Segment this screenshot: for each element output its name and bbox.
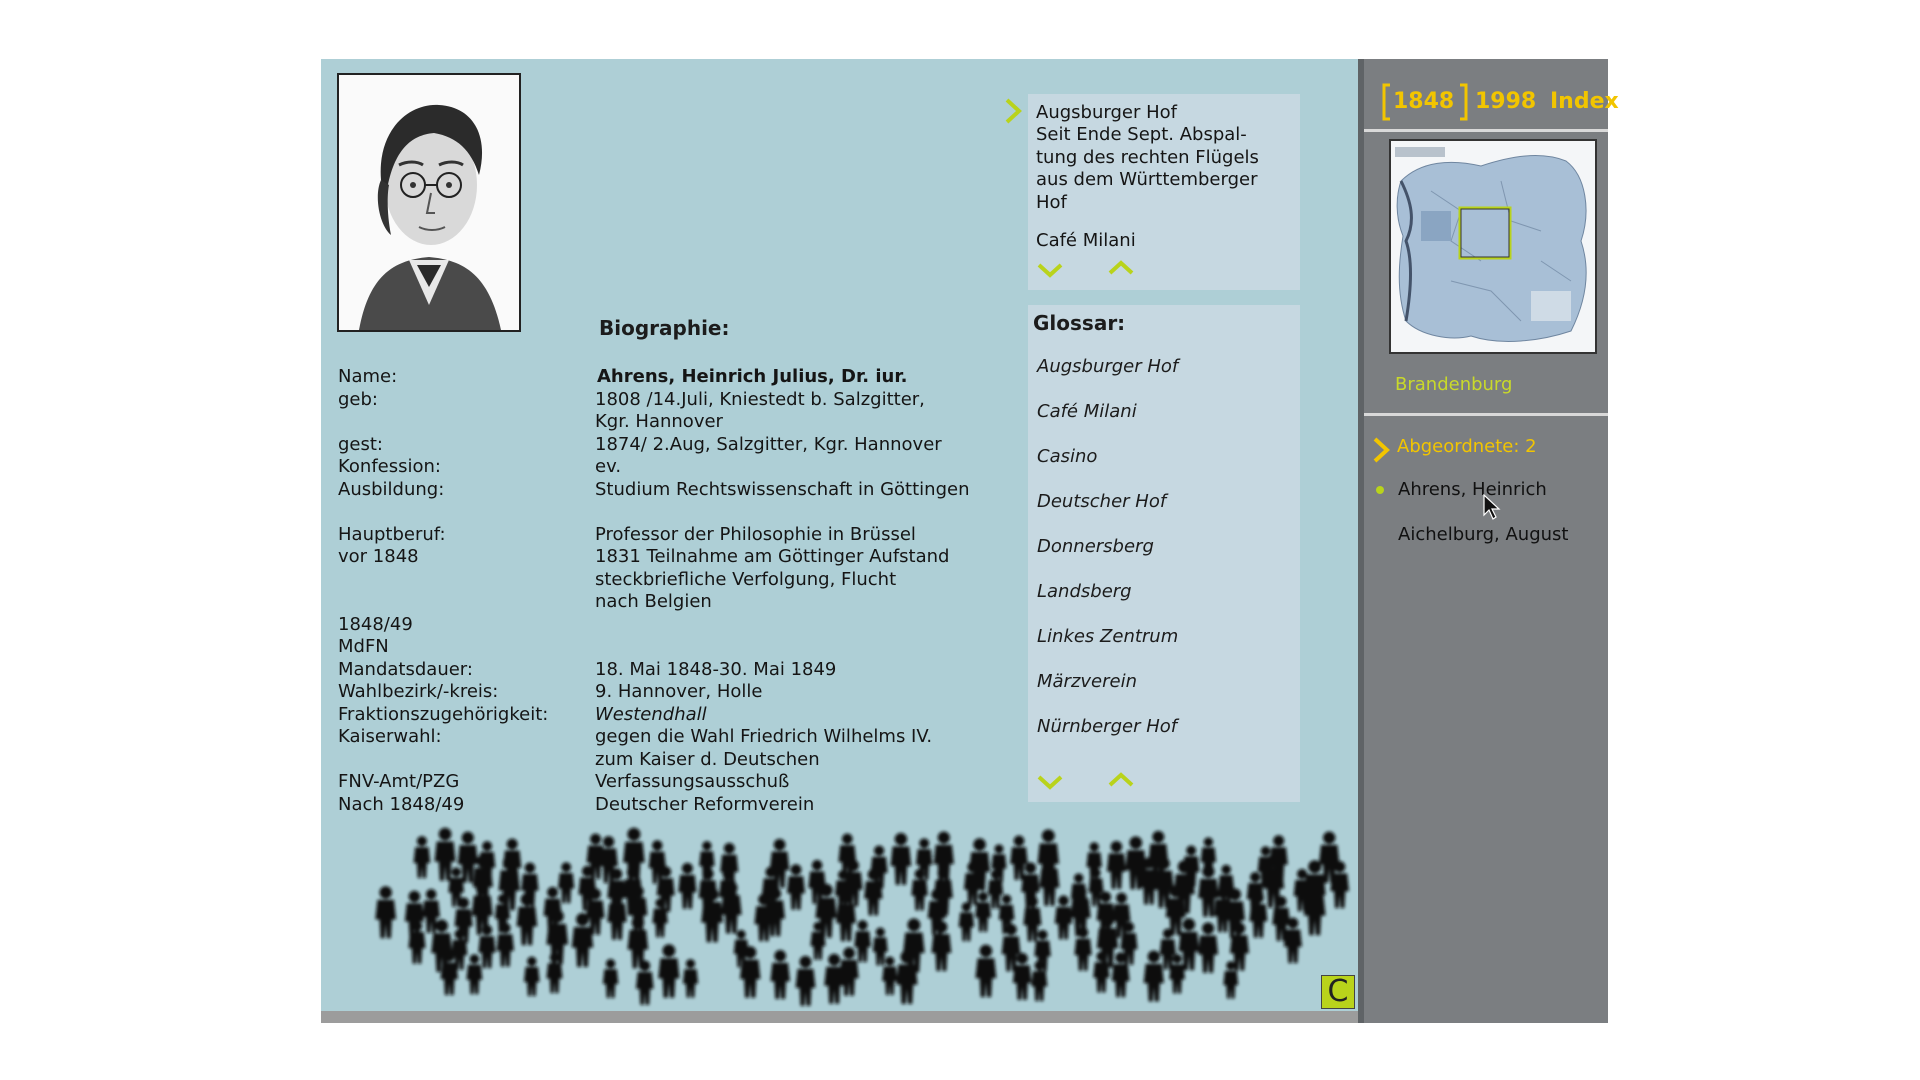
person-silhouette [1107, 841, 1126, 889]
faction-title: Augsburger Hof [1036, 102, 1177, 123]
divider-line [1364, 413, 1608, 416]
top-nav [1364, 59, 1619, 129]
person-silhouette [649, 840, 666, 884]
person-silhouette [808, 860, 826, 904]
bio-value: Deutscher Reformverein [595, 794, 815, 815]
bio-value: 18. Mai 1848-30. Mai 1849 [595, 659, 837, 680]
bio-label: Hauptberuf: [338, 524, 446, 545]
nav-index[interactable]: Index [1550, 89, 1619, 114]
person-silhouette [1179, 918, 1200, 970]
divider-line [1364, 129, 1608, 132]
person-silhouette [558, 862, 574, 903]
selected-dot-icon [1376, 486, 1384, 494]
main-panel [321, 59, 1358, 1011]
person-silhouette [466, 954, 482, 994]
bio-label: gest: [338, 434, 383, 455]
app-window [321, 59, 1619, 1023]
map-thumbnail[interactable] [1389, 139, 1597, 354]
portrait-image [337, 73, 521, 332]
glossary-item[interactable]: Augsburger Hof [1037, 356, 1179, 377]
bio-value: 1874/ 2.Aug, Salzgitter, Kgr. Hannover [595, 434, 942, 455]
person-silhouette [882, 956, 897, 995]
glossary-panel [1028, 305, 1300, 802]
glossary-item[interactable]: Donnersberg [1037, 536, 1154, 557]
bio-label: Mandatsdauer: [338, 659, 473, 680]
chevron-down-icon[interactable] [1036, 262, 1064, 278]
bio-label: Nach 1848/49 [338, 794, 465, 815]
person-silhouette [854, 920, 871, 962]
bio-value: steckbriefliche Verfolgung, Flucht [595, 569, 897, 590]
faction-text: tung des rechten Flügels [1036, 147, 1259, 168]
nav-1998[interactable]: 1998 [1475, 89, 1537, 114]
bio-value: Ahrens, Heinrich Julius, Dr. iur. [597, 366, 908, 387]
person-silhouette [405, 891, 424, 939]
chevron-down-icon[interactable] [1036, 774, 1064, 790]
glossary-item[interactable]: Märzverein [1037, 671, 1138, 692]
biography-heading: Biographie: [599, 316, 730, 340]
faction-link[interactable]: Westendhall [595, 704, 707, 725]
person-silhouette [959, 902, 975, 941]
bio-label: Name: [338, 366, 398, 387]
deputy-item[interactable]: Aichelburg, August [1398, 524, 1569, 545]
person-silhouette [524, 957, 540, 997]
bio-label: Fraktionszugehörigkeit: [338, 704, 549, 725]
mouse-cursor-icon [1482, 494, 1502, 522]
person-silhouette [1055, 895, 1073, 939]
person-silhouette [1010, 836, 1028, 881]
person-silhouette [414, 836, 431, 878]
bio-label: Wahlbezirk/-kreis: [338, 681, 499, 702]
faction-text: Hof [1036, 192, 1067, 213]
person-silhouette [636, 960, 654, 1005]
faction-text: aus dem Württemberger [1036, 169, 1258, 190]
person-silhouette [1198, 922, 1218, 973]
bio-label: 1848/49 [338, 614, 413, 635]
bio-value: gegen die Wahl Friedrich Wilhelms IV. [595, 726, 933, 747]
chevron-right-icon[interactable] [1372, 437, 1390, 463]
bio-value: nach Belgien [595, 591, 712, 612]
faction-info-box [1028, 94, 1300, 290]
person-silhouette [891, 833, 912, 885]
person-silhouette [678, 863, 696, 909]
bio-value: Studium Rechtswissenschaft in Göttingen [595, 479, 970, 500]
region-label: Brandenburg [1395, 374, 1513, 395]
person-silhouette [603, 959, 619, 998]
bio-value: ev. [595, 456, 622, 477]
bio-value: 1831 Teilnahme am Göttinger Aufstand [595, 546, 950, 567]
c-button[interactable]: C [1321, 975, 1355, 1009]
person-silhouette [770, 950, 790, 999]
bio-label: Konfession: [338, 456, 441, 477]
bio-value: 1808 /14.Juli, Kniestedt b. Salzgitter, [595, 389, 925, 410]
glossary-item[interactable]: Deutscher Hof [1037, 491, 1167, 512]
bio-value: zum Kaiser d. Deutschen [595, 749, 820, 770]
chevron-up-icon[interactable] [1107, 772, 1135, 788]
chevron-right-icon[interactable] [1004, 98, 1022, 124]
bio-label: Kaiserwahl: [338, 726, 442, 747]
faction-text: Seit Ende Sept. Abspal- [1036, 124, 1247, 145]
person-silhouette [975, 892, 991, 932]
bio-label: geb: [338, 389, 378, 410]
bio-value: 9. Hannover, Holle [595, 681, 763, 702]
glossary-item[interactable]: Café Milani [1037, 401, 1137, 422]
bio-value: Kgr. Hannover [595, 411, 723, 432]
person-silhouette [375, 886, 396, 938]
deputies-count[interactable]: Abgeordnete: 2 [1397, 436, 1537, 457]
glossary-item[interactable]: Landsberg [1037, 581, 1132, 602]
sidebar [1364, 59, 1619, 1023]
glossary-item[interactable]: Nürnberger Hof [1037, 716, 1178, 737]
glossary-item[interactable]: Linkes Zentrum [1037, 626, 1179, 647]
glossary-heading: Glossar: [1033, 311, 1126, 335]
bio-label: vor 1848 [338, 546, 419, 567]
bio-label: MdFN [338, 636, 389, 657]
person-silhouette [839, 947, 858, 996]
person-silhouette [658, 944, 679, 998]
person-silhouette [824, 954, 844, 1004]
nav-1848[interactable]: 1848 [1393, 89, 1455, 114]
bottom-strip [321, 1011, 1358, 1023]
person-silhouette [975, 945, 996, 998]
person-silhouette [796, 956, 816, 1006]
person-silhouette [683, 959, 698, 998]
person-silhouette [1144, 950, 1164, 1001]
person-silhouette [903, 918, 925, 972]
bio-label: FNV-Amt/PZG [338, 771, 460, 792]
bio-value: Professor der Philosophie in Brüssel [595, 524, 916, 545]
faction-next-link[interactable]: Café Milani [1036, 230, 1136, 251]
deputy-item[interactable]: Ahrens, Heinrich [1398, 479, 1547, 500]
glossary-item[interactable]: Casino [1037, 446, 1098, 467]
crowd-illustration [321, 819, 1358, 1011]
person-silhouette [787, 864, 805, 910]
bio-label: Ausbildung: [338, 479, 445, 500]
person-silhouette [652, 898, 668, 937]
bio-value: Verfassungsausschuß [595, 771, 790, 792]
chevron-up-icon[interactable] [1107, 260, 1135, 276]
